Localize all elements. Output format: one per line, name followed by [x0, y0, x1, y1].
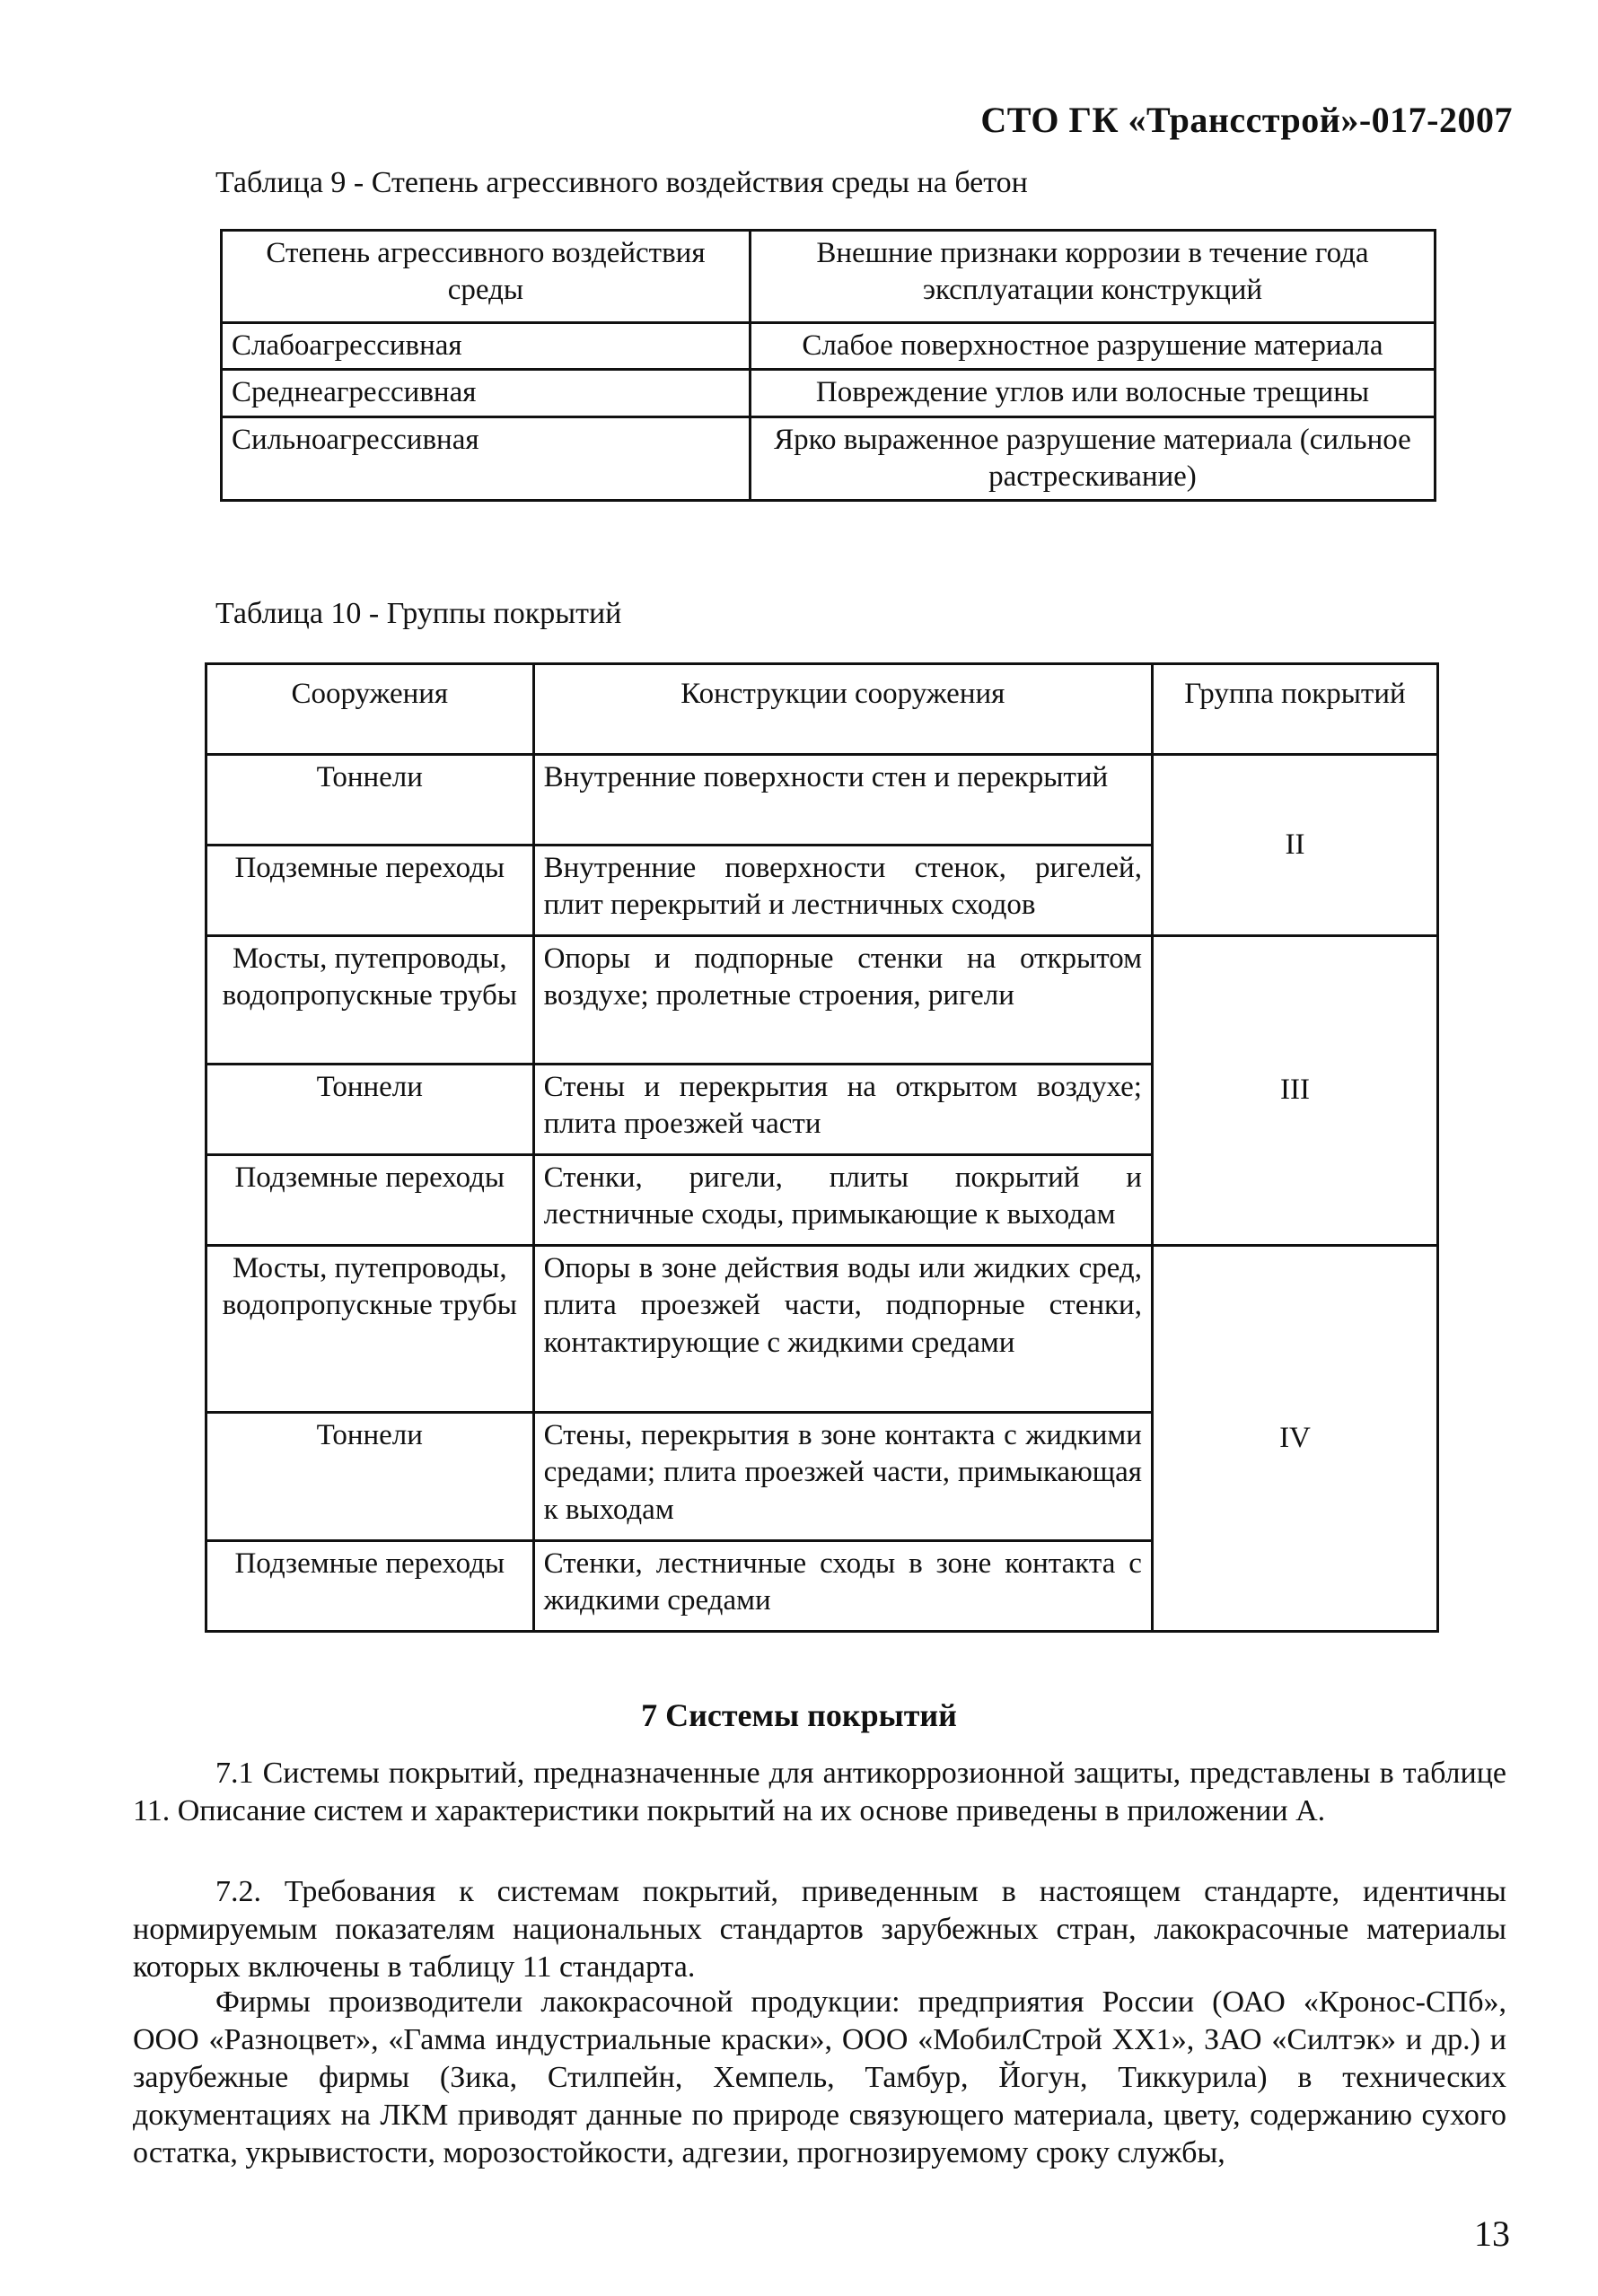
table-cell-construction: Стенки, ригели, плиты покрытий и лестничные сходы, примыкающие к выходам [533, 1155, 1152, 1246]
table-cell-structure: Тоннели [206, 1413, 534, 1541]
table-cell-structure: Подземные переходы [206, 1541, 534, 1632]
table-header-cell: Конструкции сооружения [533, 664, 1152, 755]
table-cell-structure: Мосты, путепроводы, водопропускные трубы [206, 1246, 534, 1413]
table9-aggression-degree [220, 229, 1436, 502]
table-cell-group: II [1152, 755, 1437, 936]
table-cell-construction: Внутренние поверхности стен и перекрытий [533, 755, 1152, 846]
table-cell: Повреждение углов или волосные трещины [750, 370, 1435, 416]
table-cell-group: IV [1152, 1246, 1437, 1632]
table-cell-structure: Подземные переходы [206, 1155, 534, 1246]
table-cell-construction: Стенки, лестничные сходы в зоне контакта с жидкими средами [533, 1541, 1152, 1632]
table-row [206, 936, 1438, 1065]
table-row [222, 323, 1436, 370]
table-cell-construction: Опоры в зоне действия воды или жидких сред, плита проезжей части, подпорные стенки, контактирующие с жидкими средами [533, 1246, 1152, 1413]
table-cell-construction: Стены и перекрытия на открытом воздухе; плита проезжей части [533, 1065, 1152, 1155]
table-row [206, 755, 1438, 846]
section-title: 7 Системы покрытий [641, 1697, 957, 1733]
table-cell: Сильноагрессивная [222, 416, 751, 501]
table-cell-construction: Внутренние поверхности стенок, ригелей, плит перекрытий и лестничных сходов [533, 846, 1152, 936]
table-cell-structure: Тоннели [206, 755, 534, 846]
table-header-cell: Внешние признаки коррозии в течение года эксплуатации конструкций [750, 231, 1435, 323]
page-number: 13 [1474, 2213, 1510, 2254]
table-cell-construction: Опоры и подпорные стенки на открытом воздухе; пролетные строения, ригели [533, 936, 1152, 1065]
table-cell: Среднеагрессивная [222, 370, 751, 416]
table9-caption: Таблица 9 - Степень агрессивного воздействия среды на бетон [215, 166, 1028, 199]
table-cell-group: III [1152, 936, 1437, 1246]
table-row [206, 1246, 1438, 1413]
paragraph-7-2: 7.2. Требования к системам покрытий, приведенным в настоящем стандарте, идентичны нормируемым показателям национальных стандартов зарубежных стран, лакокрасочные материалы которых включены в таблицу 11 стандарта. [133, 1875, 1506, 1984]
table-row [222, 370, 1436, 416]
table-cell-structure: Подземные переходы [206, 846, 534, 936]
table-header-cell: Сооружения [206, 664, 534, 755]
table-cell-structure: Тоннели [206, 1065, 534, 1155]
table-cell-structure: Мосты, путепроводы, водопропускные трубы [206, 936, 534, 1065]
table-header-cell: Группа покрытий [1152, 664, 1437, 755]
table10-coating-groups [205, 662, 1439, 1633]
table-cell: Ярко выраженное разрушение материала (сильное растрескивание) [750, 416, 1435, 501]
paragraph-7-1: 7.1 Системы покрытий, предназначенные для антикоррозионной защиты, представлены в таблице 11. Описание систем и характеристики покрытий на их основе приведены в приложении А. [133, 1757, 1506, 1827]
table-cell-construction: Стены, перекрытия в зоне контакта с жидкими средами; плита проезжей части, примыкающая к выходам [533, 1413, 1152, 1541]
table-header-cell: Степень агрессивного воздействия среды [222, 231, 751, 323]
table-header-row [222, 231, 1436, 323]
document-code-header: СТО ГК «Трансстрой»-017-2007 [980, 100, 1513, 140]
paragraph-manufacturers: Фирмы производители лакокрасочной продукции: предприятия России (ОАО «Кронос-СПб», ООО «Разноцвет», «Гамма индустриальные краски», ООО «МобилСтрой XX1», ЗАО «Силтэк» и др.) и зарубежные фирмы (Зика, Стилпейн, Хемпель, Тамбур, Йогун, Тиккурила) в технических документациях на ЛКМ приводят данные по природе связующего материала, цвету, содержанию сухого остатка, укрывистости, морозостойкости, адгезии, прогнозируемому сроку службы, [133, 1985, 1506, 2169]
table-row [222, 416, 1436, 501]
table10-caption: Таблица 10 - Группы покрытий [215, 597, 622, 630]
table-header-row [206, 664, 1438, 755]
table-cell: Слабое поверхностное разрушение материала [750, 323, 1435, 370]
table-cell: Слабоагрессивная [222, 323, 751, 370]
